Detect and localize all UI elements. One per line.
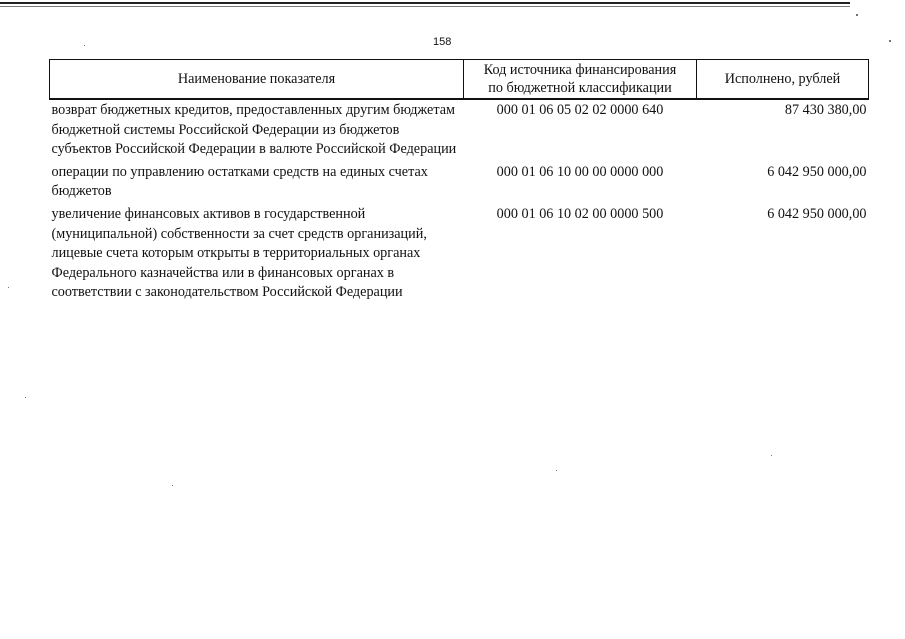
- row-executed-amount: 87 430 380,00: [784, 102, 867, 118]
- table-row: [50, 160, 869, 202]
- row-source-code: 000 01 06 10 02 00 0000 500: [496, 205, 664, 222]
- row-indicator-name: операции по управлению остатками средств на единых счетах бюджетов: [51, 163, 428, 200]
- row-executed-amount: 6 042 950 000,00: [767, 205, 867, 222]
- page-number: 158: [433, 36, 452, 48]
- header-source-code-line2: по бюджетной классификации: [488, 80, 672, 96]
- table-row: [50, 202, 869, 303]
- budget-report-table: [49, 59, 869, 303]
- scan-speck: [25, 397, 26, 398]
- row-indicator-name: увеличение финансовых активов в государственной (муниципальной) собственности за счет средств организаций, лицевые счета которым открыты в территориальных органах Федерального казначейства или в финансовых органах в соответствии с законодательством Российской Федерации: [51, 205, 427, 301]
- scan-speck: [8, 287, 9, 288]
- header-indicator-name: Наименование показателя: [50, 60, 464, 100]
- header-executed-amount: Исполнено, рублей: [697, 60, 869, 100]
- scan-speck: [889, 40, 891, 42]
- header-source-code: [464, 60, 697, 100]
- top-scan-border: [0, 2, 850, 4]
- header-source-code-line1: Код источника финансирования: [483, 62, 677, 78]
- row-source-code: 000 01 06 05 02 02 0000 640: [496, 102, 664, 118]
- scan-speck: [771, 455, 772, 456]
- table-row: [50, 99, 869, 160]
- scan-speck: [84, 45, 85, 46]
- scan-speck: [556, 470, 557, 471]
- row-indicator-name: возврат бюджетных кредитов, предоставленных другим бюджетам бюджетной системы Российской Федерации из бюджетов субъектов Российской Федерации в валюте Российской Федерации: [51, 102, 457, 158]
- top-scan-border-thin: [0, 6, 850, 7]
- row-source-code: 000 01 06 10 00 00 0000 000: [496, 163, 664, 180]
- scan-speck: [172, 485, 173, 486]
- scan-speck: [856, 14, 858, 16]
- table-header-row: [50, 60, 869, 100]
- row-executed-amount: 6 042 950 000,00: [767, 163, 867, 180]
